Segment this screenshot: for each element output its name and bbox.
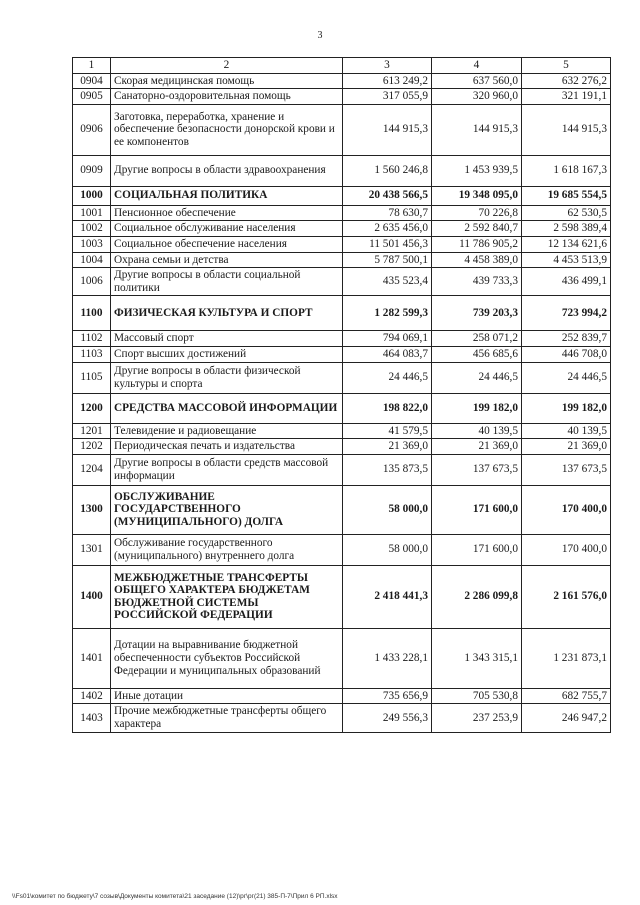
row-code: 1105 bbox=[73, 362, 111, 393]
value-col5: 144 915,3 bbox=[522, 104, 611, 155]
value-col5: 24 446,5 bbox=[522, 362, 611, 393]
value-col4: 171 600,0 bbox=[432, 485, 522, 534]
row-code: 0906 bbox=[73, 104, 111, 155]
column-number: 1 bbox=[73, 58, 111, 74]
value-col4: 2 286 099,8 bbox=[432, 565, 522, 628]
value-col5: 170 400,0 bbox=[522, 534, 611, 565]
value-col5: 1 618 167,3 bbox=[522, 155, 611, 186]
value-col4: 237 253,9 bbox=[432, 704, 522, 732]
value-col4: 739 203,3 bbox=[432, 296, 522, 331]
value-col5: 246 947,2 bbox=[522, 704, 611, 732]
row-code: 0905 bbox=[73, 89, 111, 105]
table-row bbox=[73, 346, 611, 362]
value-col5: 1 231 873,1 bbox=[522, 628, 611, 688]
page-number: 3 bbox=[317, 30, 323, 41]
value-col4: 40 139,5 bbox=[432, 423, 522, 439]
value-col4: 24 446,5 bbox=[432, 362, 522, 393]
value-col4: 144 915,3 bbox=[432, 104, 522, 155]
value-col4: 439 733,3 bbox=[432, 268, 522, 296]
value-col5: 723 994,2 bbox=[522, 296, 611, 331]
value-col3: 2 635 456,0 bbox=[343, 221, 432, 237]
row-code: 1400 bbox=[73, 565, 111, 628]
value-col3: 41 579,5 bbox=[343, 423, 432, 439]
table-row bbox=[73, 454, 611, 485]
value-col5: 2 598 389,4 bbox=[522, 221, 611, 237]
value-col3: 135 873,5 bbox=[343, 454, 432, 485]
value-col4: 199 182,0 bbox=[432, 393, 522, 423]
row-code: 1201 bbox=[73, 423, 111, 439]
value-col4: 21 369,0 bbox=[432, 439, 522, 455]
column-number: 5 bbox=[522, 58, 611, 74]
table-row bbox=[73, 565, 611, 628]
column-number: 3 bbox=[343, 58, 432, 74]
table-row bbox=[73, 252, 611, 268]
value-col4: 171 600,0 bbox=[432, 534, 522, 565]
table-row bbox=[73, 485, 611, 534]
value-col5: 632 276,2 bbox=[522, 73, 611, 89]
row-code: 1402 bbox=[73, 688, 111, 704]
row-name: МЕЖБЮДЖЕТНЫЕ ТРАНСФЕРТЫ ОБЩЕГО ХАРАКТЕРА БЮДЖЕТАМ БЮДЖЕТНОЙ СИСТЕМЫ РОССИЙСКОЙ ФЕДЕРАЦИИ bbox=[111, 565, 343, 628]
value-col5: 62 530,5 bbox=[522, 205, 611, 221]
value-col5: 21 369,0 bbox=[522, 439, 611, 455]
value-col3: 144 915,3 bbox=[343, 104, 432, 155]
table-row bbox=[73, 155, 611, 186]
row-name: Массовый спорт bbox=[111, 331, 343, 347]
table-row bbox=[73, 393, 611, 423]
row-code: 1401 bbox=[73, 628, 111, 688]
table-row bbox=[73, 362, 611, 393]
row-name: ФИЗИЧЕСКАЯ КУЛЬТУРА И СПОРТ bbox=[111, 296, 343, 331]
file-path-footer: \\Fs01\комитет по бюджету\7 созыв\Документы комитета\21 заседание (12)\рг\рг(21) 385-П-7\Прил 6 РП.xlsx bbox=[12, 893, 338, 900]
table-row bbox=[73, 104, 611, 155]
row-code: 1204 bbox=[73, 454, 111, 485]
value-col3: 11 501 456,3 bbox=[343, 236, 432, 252]
value-col5: 2 161 576,0 bbox=[522, 565, 611, 628]
row-name: Санаторно-оздоровительная помощь bbox=[111, 89, 343, 105]
value-col3: 435 523,4 bbox=[343, 268, 432, 296]
row-name: СОЦИАЛЬНАЯ ПОЛИТИКА bbox=[111, 186, 343, 205]
value-col3: 735 656,9 bbox=[343, 688, 432, 704]
row-name: Охрана семьи и детства bbox=[111, 252, 343, 268]
row-code: 1403 bbox=[73, 704, 111, 732]
value-col4: 19 348 095,0 bbox=[432, 186, 522, 205]
row-name: Спорт высших достижений bbox=[111, 346, 343, 362]
value-col5: 682 755,7 bbox=[522, 688, 611, 704]
value-col3: 613 249,2 bbox=[343, 73, 432, 89]
table-row bbox=[73, 236, 611, 252]
column-number: 2 bbox=[111, 58, 343, 74]
table-row bbox=[73, 423, 611, 439]
row-code: 1003 bbox=[73, 236, 111, 252]
value-col3: 78 630,7 bbox=[343, 205, 432, 221]
row-code: 1001 bbox=[73, 205, 111, 221]
row-name: Другие вопросы в области здравоохранения bbox=[111, 155, 343, 186]
value-col5: 19 685 554,5 bbox=[522, 186, 611, 205]
value-col3: 198 822,0 bbox=[343, 393, 432, 423]
value-col5: 252 839,7 bbox=[522, 331, 611, 347]
value-col5: 40 139,5 bbox=[522, 423, 611, 439]
value-col5: 137 673,5 bbox=[522, 454, 611, 485]
value-col4: 258 071,2 bbox=[432, 331, 522, 347]
table-row bbox=[73, 73, 611, 89]
table-row bbox=[73, 439, 611, 455]
value-col3: 20 438 566,5 bbox=[343, 186, 432, 205]
value-col3: 58 000,0 bbox=[343, 485, 432, 534]
row-code: 1100 bbox=[73, 296, 111, 331]
value-col4: 320 960,0 bbox=[432, 89, 522, 105]
value-col3: 21 369,0 bbox=[343, 439, 432, 455]
table-row bbox=[73, 331, 611, 347]
value-col3: 1 560 246,8 bbox=[343, 155, 432, 186]
value-col4: 4 458 389,0 bbox=[432, 252, 522, 268]
row-code: 1200 bbox=[73, 393, 111, 423]
row-name: Дотации на выравнивание бюджетной обеспеченности субъектов Российской Федерации и муниципальных образований bbox=[111, 628, 343, 688]
value-col4: 637 560,0 bbox=[432, 73, 522, 89]
row-code: 1301 bbox=[73, 534, 111, 565]
table-row bbox=[73, 205, 611, 221]
value-col5: 170 400,0 bbox=[522, 485, 611, 534]
table-row bbox=[73, 688, 611, 704]
row-code: 1000 bbox=[73, 186, 111, 205]
row-name: Другие вопросы в области физической культуры и спорта bbox=[111, 362, 343, 393]
row-code: 1004 bbox=[73, 252, 111, 268]
row-code: 1102 bbox=[73, 331, 111, 347]
row-name: Социальное обслуживание населения bbox=[111, 221, 343, 237]
row-name: ОБСЛУЖИВАНИЕ ГОСУДАРСТВЕННОГО (МУНИЦИПАЛЬНОГО) ДОЛГА bbox=[111, 485, 343, 534]
value-col3: 1 282 599,3 bbox=[343, 296, 432, 331]
table-row bbox=[73, 296, 611, 331]
row-code: 1006 bbox=[73, 268, 111, 296]
value-col3: 24 446,5 bbox=[343, 362, 432, 393]
row-code: 1202 bbox=[73, 439, 111, 455]
value-col4: 1 343 315,1 bbox=[432, 628, 522, 688]
value-col4: 11 786 905,2 bbox=[432, 236, 522, 252]
table-row bbox=[73, 628, 611, 688]
value-col5: 4 453 513,9 bbox=[522, 252, 611, 268]
value-col3: 464 083,7 bbox=[343, 346, 432, 362]
table-row bbox=[73, 704, 611, 732]
row-name: СРЕДСТВА МАССОВОЙ ИНФОРМАЦИИ bbox=[111, 393, 343, 423]
row-name: Заготовка, переработка, хранение и обеспечение безопасности донорской крови и ее компонентов bbox=[111, 104, 343, 155]
row-code: 0904 bbox=[73, 73, 111, 89]
value-col3: 1 433 228,1 bbox=[343, 628, 432, 688]
row-name: Другие вопросы в области средств массовой информации bbox=[111, 454, 343, 485]
row-name: Телевидение и радиовещание bbox=[111, 423, 343, 439]
row-name: Обслуживание государственного (муниципального) внутреннего долга bbox=[111, 534, 343, 565]
row-name: Периодическая печать и издательства bbox=[111, 439, 343, 455]
value-col5: 436 499,1 bbox=[522, 268, 611, 296]
row-name: Пенсионное обеспечение bbox=[111, 205, 343, 221]
row-name: Скорая медицинская помощь bbox=[111, 73, 343, 89]
value-col4: 2 592 840,7 bbox=[432, 221, 522, 237]
value-col5: 446 708,0 bbox=[522, 346, 611, 362]
value-col5: 321 191,1 bbox=[522, 89, 611, 105]
row-name: Иные дотации bbox=[111, 688, 343, 704]
table-row bbox=[73, 186, 611, 205]
value-col5: 199 182,0 bbox=[522, 393, 611, 423]
value-col4: 70 226,8 bbox=[432, 205, 522, 221]
row-name: Социальное обеспечение населения bbox=[111, 236, 343, 252]
table-row bbox=[73, 221, 611, 237]
column-number: 4 bbox=[432, 58, 522, 74]
table-row bbox=[73, 534, 611, 565]
value-col3: 317 055,9 bbox=[343, 89, 432, 105]
row-code: 0909 bbox=[73, 155, 111, 186]
value-col3: 2 418 441,3 bbox=[343, 565, 432, 628]
value-col4: 705 530,8 bbox=[432, 688, 522, 704]
row-name: Прочие межбюджетные трансферты общего характера bbox=[111, 704, 343, 732]
value-col5: 12 134 621,6 bbox=[522, 236, 611, 252]
table-row bbox=[73, 89, 611, 105]
value-col3: 58 000,0 bbox=[343, 534, 432, 565]
row-code: 1002 bbox=[73, 221, 111, 237]
value-col3: 794 069,1 bbox=[343, 331, 432, 347]
column-number-row bbox=[73, 58, 611, 74]
row-code: 1300 bbox=[73, 485, 111, 534]
row-code: 1103 bbox=[73, 346, 111, 362]
row-name: Другие вопросы в области социальной политики bbox=[111, 268, 343, 296]
table-row bbox=[73, 268, 611, 296]
value-col4: 1 453 939,5 bbox=[432, 155, 522, 186]
value-col3: 5 787 500,1 bbox=[343, 252, 432, 268]
budget-table bbox=[72, 57, 611, 733]
value-col4: 456 685,6 bbox=[432, 346, 522, 362]
value-col4: 137 673,5 bbox=[432, 454, 522, 485]
value-col3: 249 556,3 bbox=[343, 704, 432, 732]
